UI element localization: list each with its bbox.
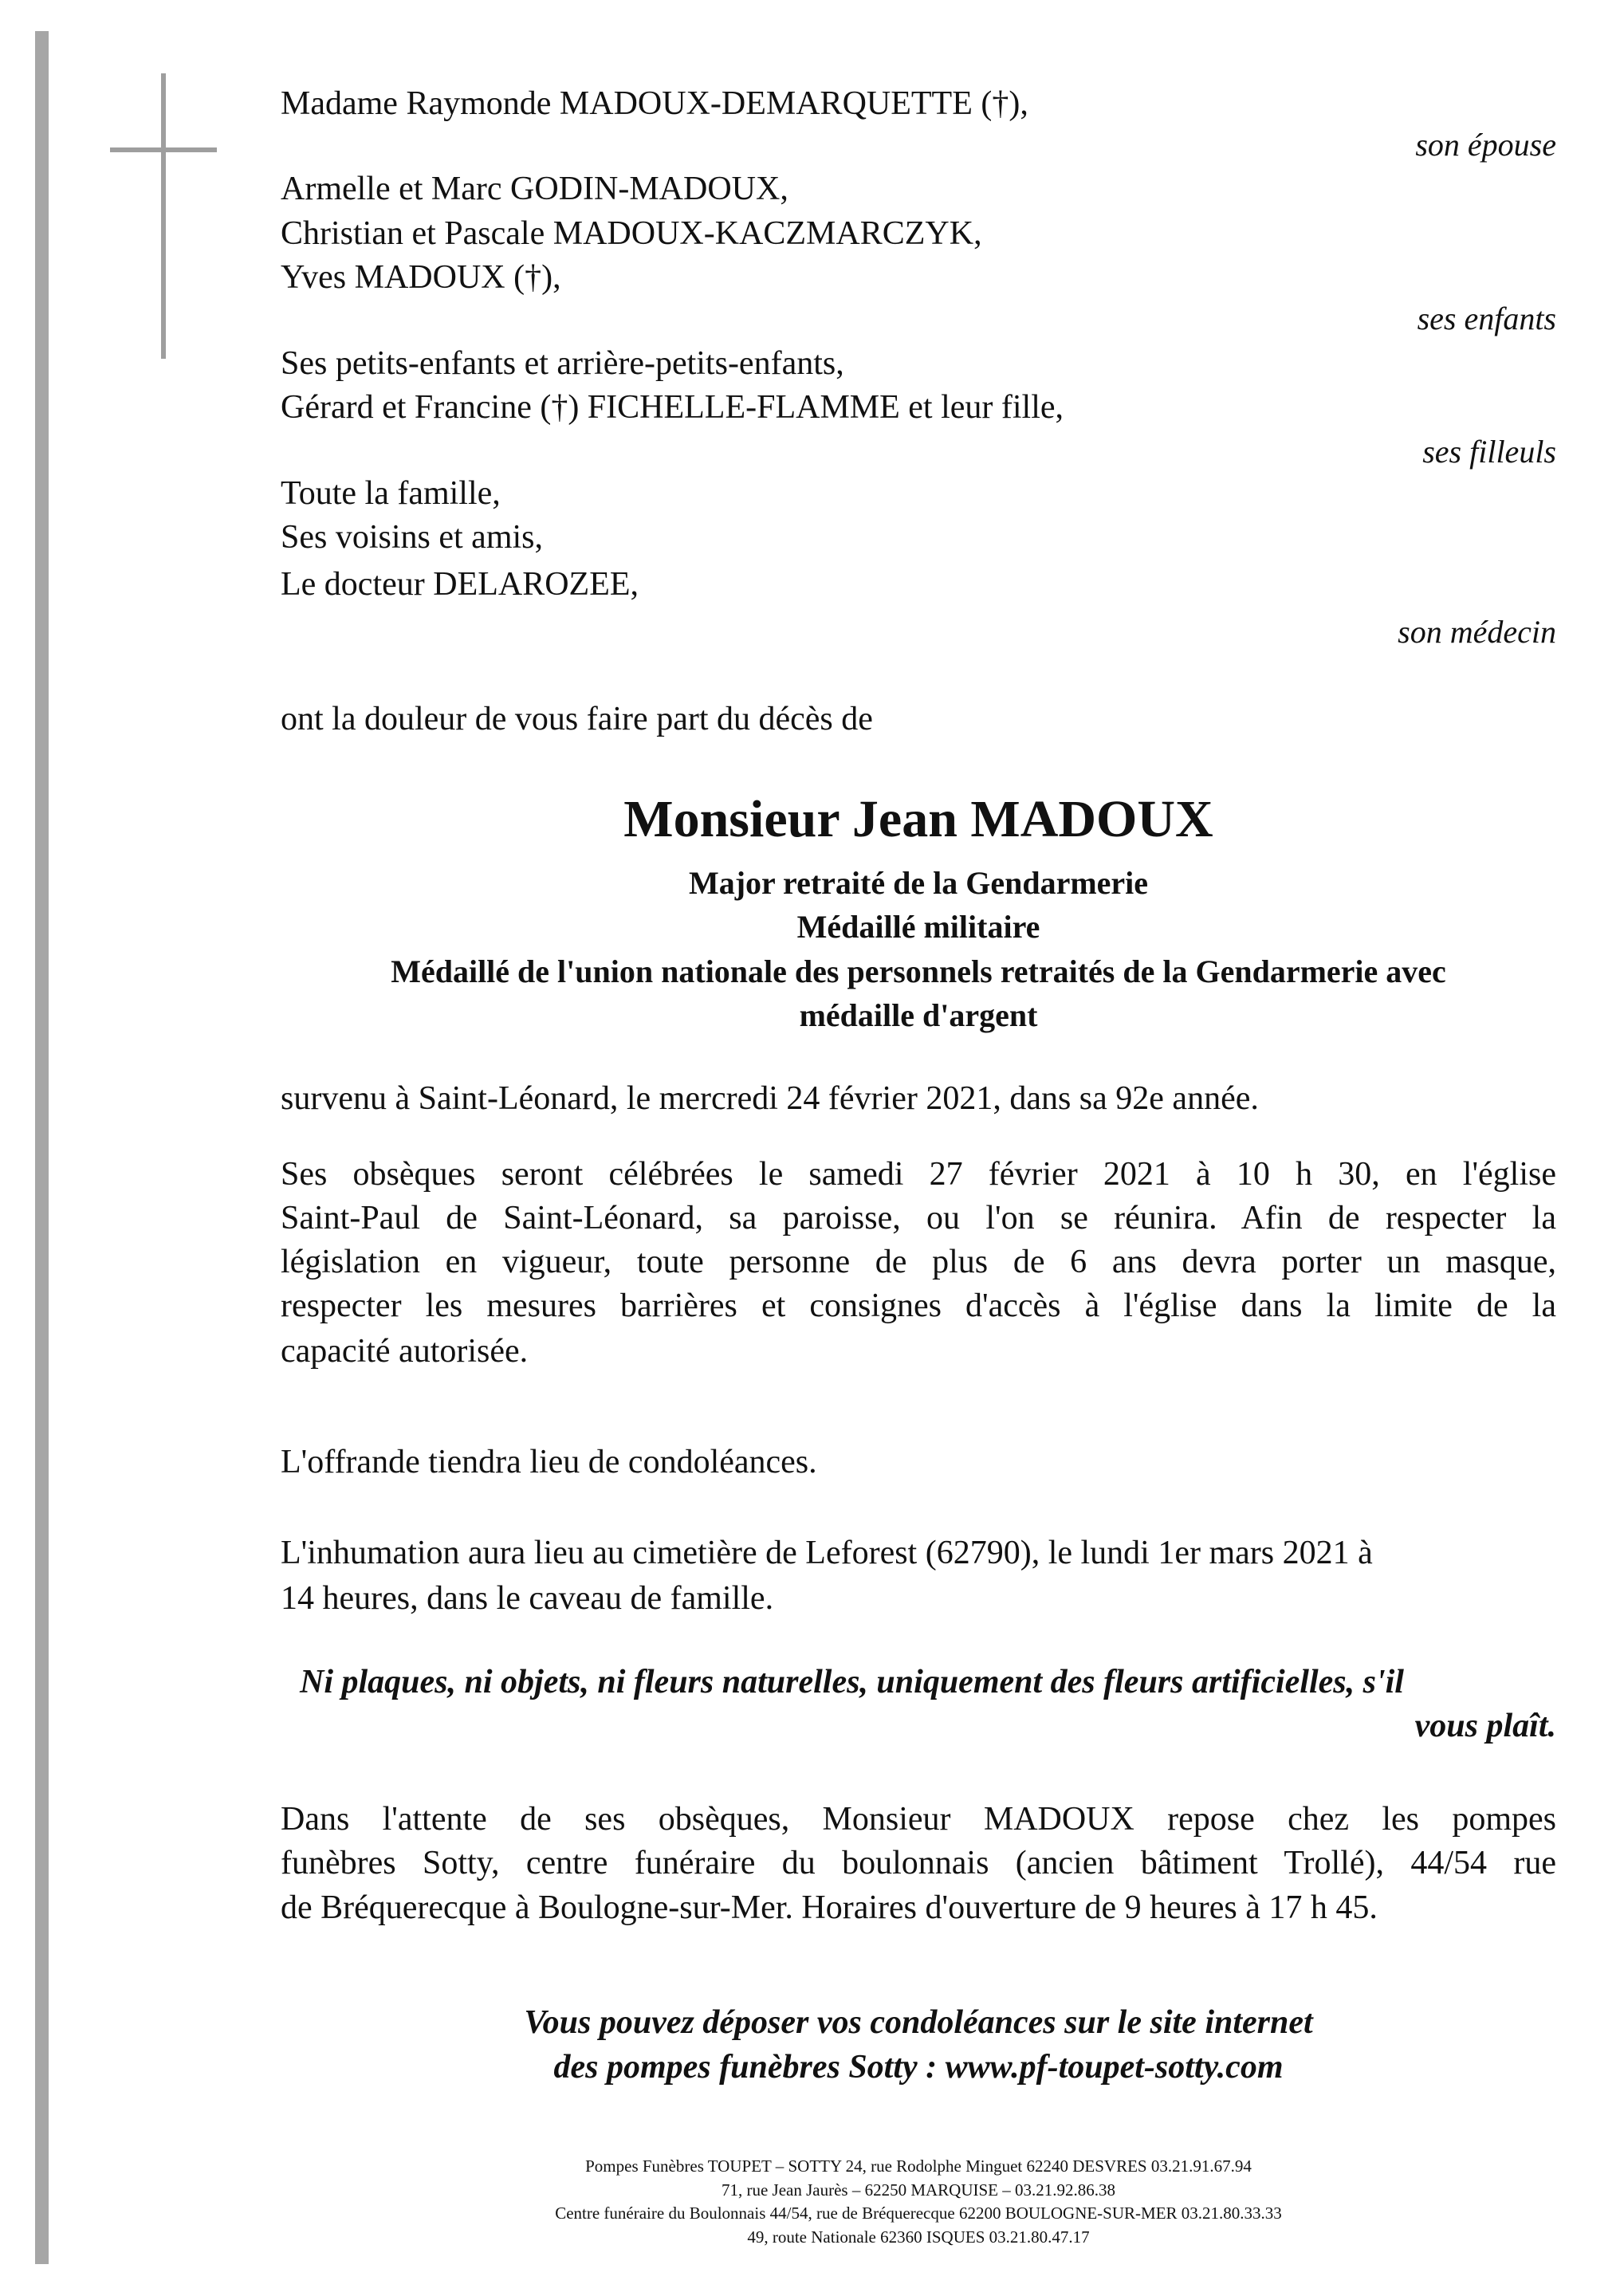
- condolences-line: Vous pouvez déposer vos condoléances sur le site internet: [524, 2004, 1313, 2041]
- relation-label: son médecin: [1398, 614, 1556, 650]
- family-line: Toute la famille,: [281, 475, 501, 512]
- deceased-name: Monsieur Jean MADOUX: [623, 790, 1213, 848]
- offering-note: L'offrande tiendra lieu de condoléances.: [281, 1444, 817, 1480]
- paragraph-line: respecter les mesures barrières et consignes d'accès à l'église dans la limite de la: [281, 1288, 1556, 1324]
- condolences-line: des pompes funèbres Sotty : www.pf-toupet-sotty.com: [553, 2049, 1284, 2086]
- deceased-title: Médaillé de l'union nationale des personnels retraités de la Gendarmerie avec: [391, 953, 1446, 989]
- family-line: Madame Raymonde MADOUX-DEMARQUETTE (†),: [281, 85, 1028, 122]
- family-line: Armelle et Marc GODIN-MADOUX,: [281, 171, 788, 207]
- deceased-title: Médaillé militaire: [796, 909, 1040, 945]
- family-line: Christian et Pascale MADOUX-KACZMARCZYK,: [281, 215, 982, 252]
- cross-vertical-beam: [161, 73, 166, 359]
- family-line: Ses petits-enfants et arrière-petits-enfants,: [281, 345, 844, 382]
- footer-line: Pompes Funèbres TOUPET – SOTTY 24, rue Rodolphe Minguet 62240 DESVRES 03.21.91.67.94: [585, 2156, 1252, 2176]
- family-line: Yves MADOUX (†),: [281, 259, 561, 296]
- notice-line: vous plaît.: [1414, 1708, 1556, 1744]
- announcement-intro: ont la douleur de vous faire part du décès de: [281, 701, 873, 737]
- paragraph-line: Saint-Paul de Saint-Léonard, sa paroisse, ou l'on se réunira. Afin de respecter la: [281, 1200, 1556, 1236]
- family-line: Ses voisins et amis,: [281, 519, 544, 556]
- paragraph-line: Dans l'attente de ses obsèques, Monsieur MADOUX repose chez les pompes: [281, 1801, 1556, 1838]
- cross-horizontal-beam: [110, 147, 217, 152]
- paragraph-line: funèbres Sotty, centre funéraire du boulonnais (ancien bâtiment Trollé), 44/54 rue: [281, 1845, 1556, 1881]
- footer-line: 49, route Nationale 62360 ISQUES 03.21.80.47.17: [747, 2227, 1090, 2247]
- family-line: Gérard et Francine (†) FICHELLE-FLAMME et leur fille,: [281, 389, 1064, 426]
- deceased-title: médaille d'argent: [799, 997, 1038, 1033]
- paragraph-line: 14 heures, dans le caveau de famille.: [281, 1580, 774, 1617]
- paragraph-line: de Bréquerecque à Boulogne-sur-Mer. Horaires d'ouverture de 9 heures à 17 h 45.: [281, 1889, 1378, 1926]
- paragraph-line: Ses obsèques seront célébrées le samedi 27 février 2021 à 10 h 30, en l'église: [281, 1156, 1556, 1193]
- paragraph-line: L'inhumation aura lieu au cimetière de Leforest (62790), le lundi 1er mars 2021 à: [281, 1535, 1373, 1571]
- family-line: Le docteur DELAROZEE,: [281, 566, 639, 603]
- footer-line: 71, rue Jean Jaurès – 62250 MARQUISE – 03.21.92.86.38: [721, 2180, 1116, 2200]
- death-info: survenu à Saint-Léonard, le mercredi 24 février 2021, dans sa 92e année.: [281, 1080, 1259, 1117]
- notice-line: Ni plaques, ni objets, ni fleurs naturelles, uniquement des fleurs artificielles, s'il: [300, 1664, 1404, 1700]
- relation-label: ses enfants: [1417, 301, 1556, 336]
- footer-line: Centre funéraire du Boulonnais 44/54, rue de Bréquerecque 62200 BOULOGNE-SUR-MER 03.21.80.33.33: [555, 2204, 1282, 2223]
- paragraph-line: législation en vigueur, toute personne de plus de 6 ans devra porter un masque,: [281, 1244, 1556, 1280]
- paragraph-line: capacité autorisée.: [281, 1333, 529, 1370]
- relation-label: ses filleuls: [1422, 434, 1556, 470]
- relation-label: son épouse: [1415, 127, 1556, 163]
- left-margin-bar: [35, 31, 49, 2264]
- deceased-title: Major retraité de la Gendarmerie: [688, 865, 1149, 901]
